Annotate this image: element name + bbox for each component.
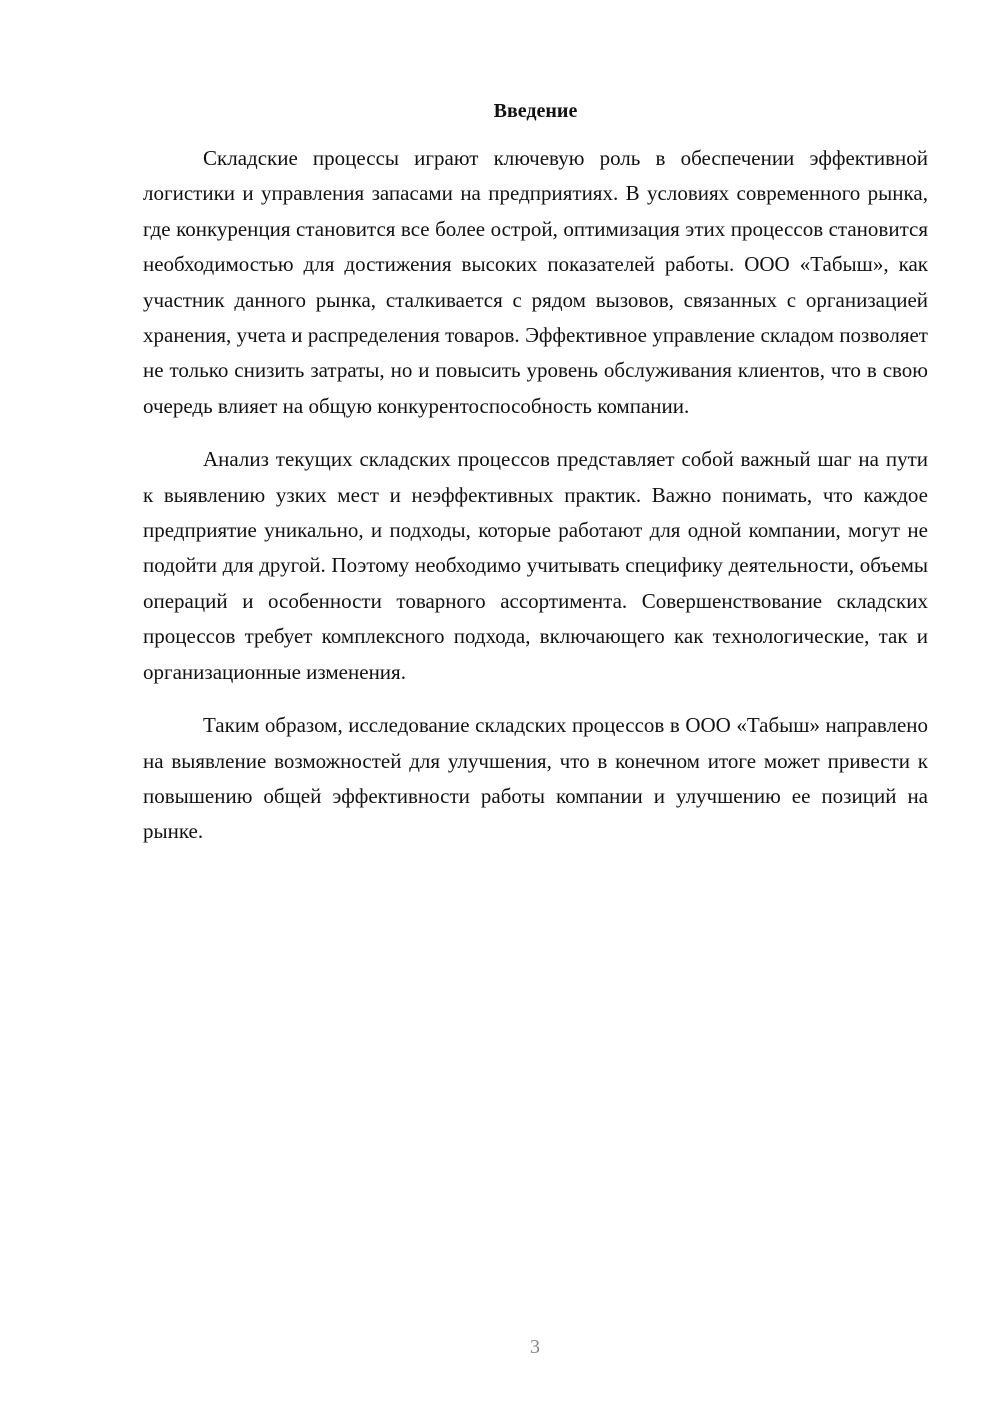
paragraph-3: Таким образом, исследование складских процессов в ООО «Табыш» направлено на выявление возможностей для улучшения, что в конечном итоге может привести к повышению общей эффективности работы компании и улучшению ее позиций на рынке.	[143, 713, 928, 844]
section-heading: Введение	[493, 100, 578, 122]
paragraph-1: Складские процессы играют ключевую роль в обеспечении эффективной логистики и управления запасами на предприятиях. В условиях современного рынка, где конкуренция становится все более острой, оптимизация этих процессов становится необходимостью для достижения высоких показателей работы. ООО «Табыш», как участник данного рынка, сталкивается с рядом вызовов, связанных с организацией хранения, учета и распределения товаров. Эффективное управление складом позволяет не только снизить затраты, но и повысить уровень обслуживания клиентов, что в свою очередь влияет на общую конкурентоспособность компании.	[143, 146, 928, 418]
paragraph-2: Анализ текущих складских процессов представляет собой важный шаг на пути к выявлению узких мест и неэффективных практик. Важно понимать, что каждое предприятие уникально, и подходы, которые работают для одной компании, могут не подойти для другой. Поэтому необходимо учитывать специфику деятельности, объемы операций и особенности товарного ассортимента. Совершенствование складских процессов требует комплексного подхода, включающего как технологические, так и организационные изменения.	[143, 447, 928, 684]
page-number: 3	[530, 1336, 540, 1358]
body-text	[143, 141, 928, 868]
